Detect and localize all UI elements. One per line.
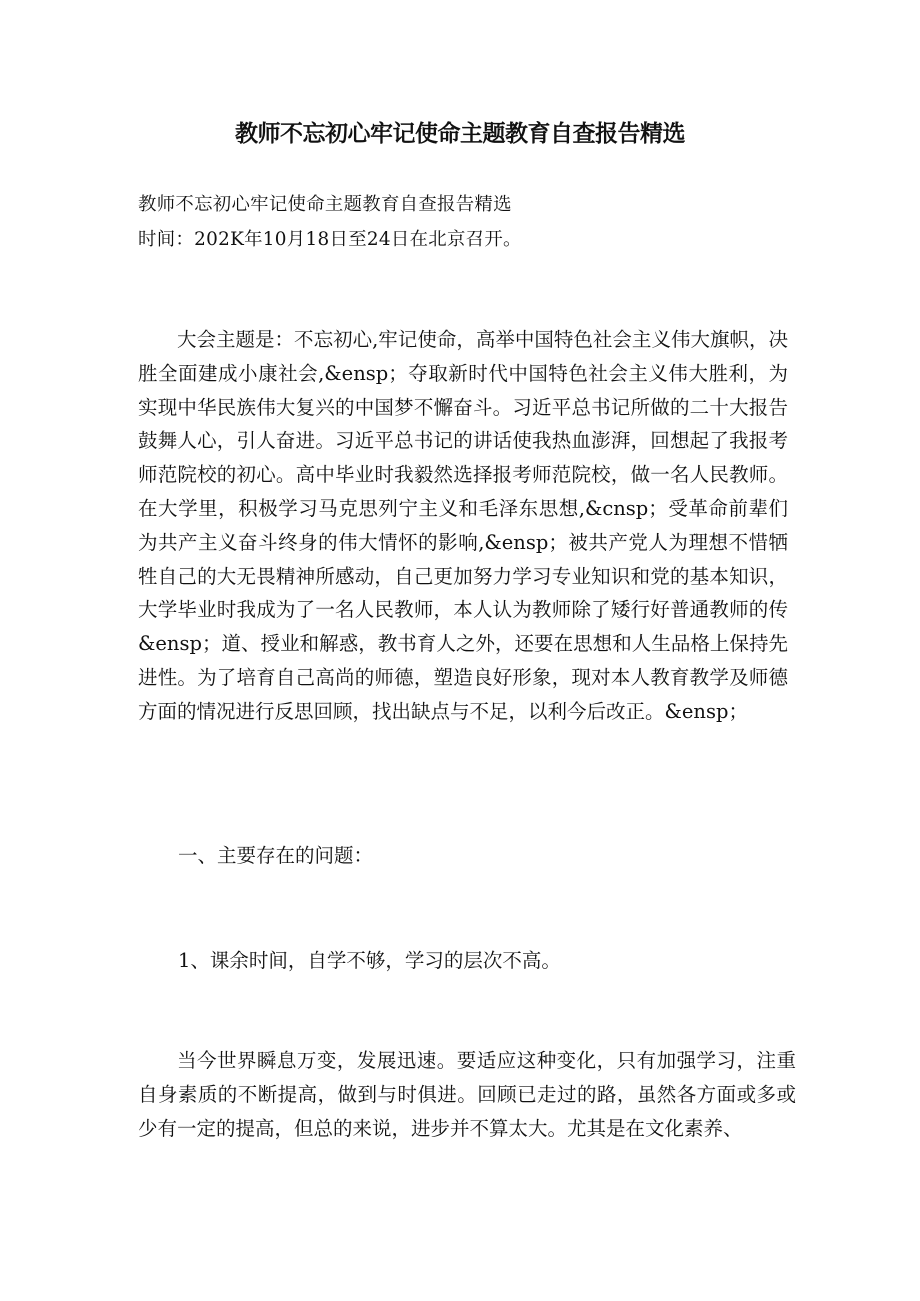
time-line: 时间：202K年10月18日至24日在北京召开。	[138, 229, 522, 250]
item-heading-1: 1、课余时间，自学不够，学习的层次不高。	[178, 949, 561, 972]
intro-paragraph: 大会主题是：不忘初心,牢记使命，高举中国特色社会主义伟大旗帜，决胜全面建成小康社会,&ensp；夺取新时代中国特色社会主义伟大胜利，为实现中华民族伟大复兴的中国梦不懈奋斗。习近平总书记所做的二十大报告鼓舞人心，引人奋进。习近平总书记的讲话使我热血澎湃，回想起了我报考师范院校的初心。高中毕业时我毅然选择报考师范院校，做一名人民教师。在大学里，积极学习马克思列宁主义和毛泽东思想,&cnsp；受革命前辈们为共产主义奋斗终身的伟大情怀的影响,&ensp；被共产党人为理想不惜牺牲自己的大无畏精神所感动，自己更加努力学习专业知识和党的基本知识，大学毕业时我成为了一名人民教师，本人认为教师除了矮行好普通教师的传&ensp；道、授业和解惑，教书育人之外，还要在思想和人生品格上保持先进性。为了培育自己高尚的师德，塑造良好形象，现对本人教育教学及师德方面的情况进行反思回顾，找出缺点与不足，以利今后改正。&ensp；	[138, 328, 788, 723]
subtitle-line: 教师不忘初心牢记使命主题教育自查报告精选	[138, 194, 512, 215]
item-paragraph-1: 当今世界瞬息万变，发展迅速。要适应这种变化，只有加强学习，注重自身素质的不断提高，做到与时俱进。回顾已走过的路，虽然各方面或多或少有一定的提高，但总的来说，进步并不算太大。尤其是在文化素养、	[138, 1049, 796, 1140]
section-heading-problems: 一、主要存在的问题：	[178, 844, 374, 867]
document-title: 教师不忘初心牢记使命主题教育自查报告精选	[235, 121, 685, 147]
